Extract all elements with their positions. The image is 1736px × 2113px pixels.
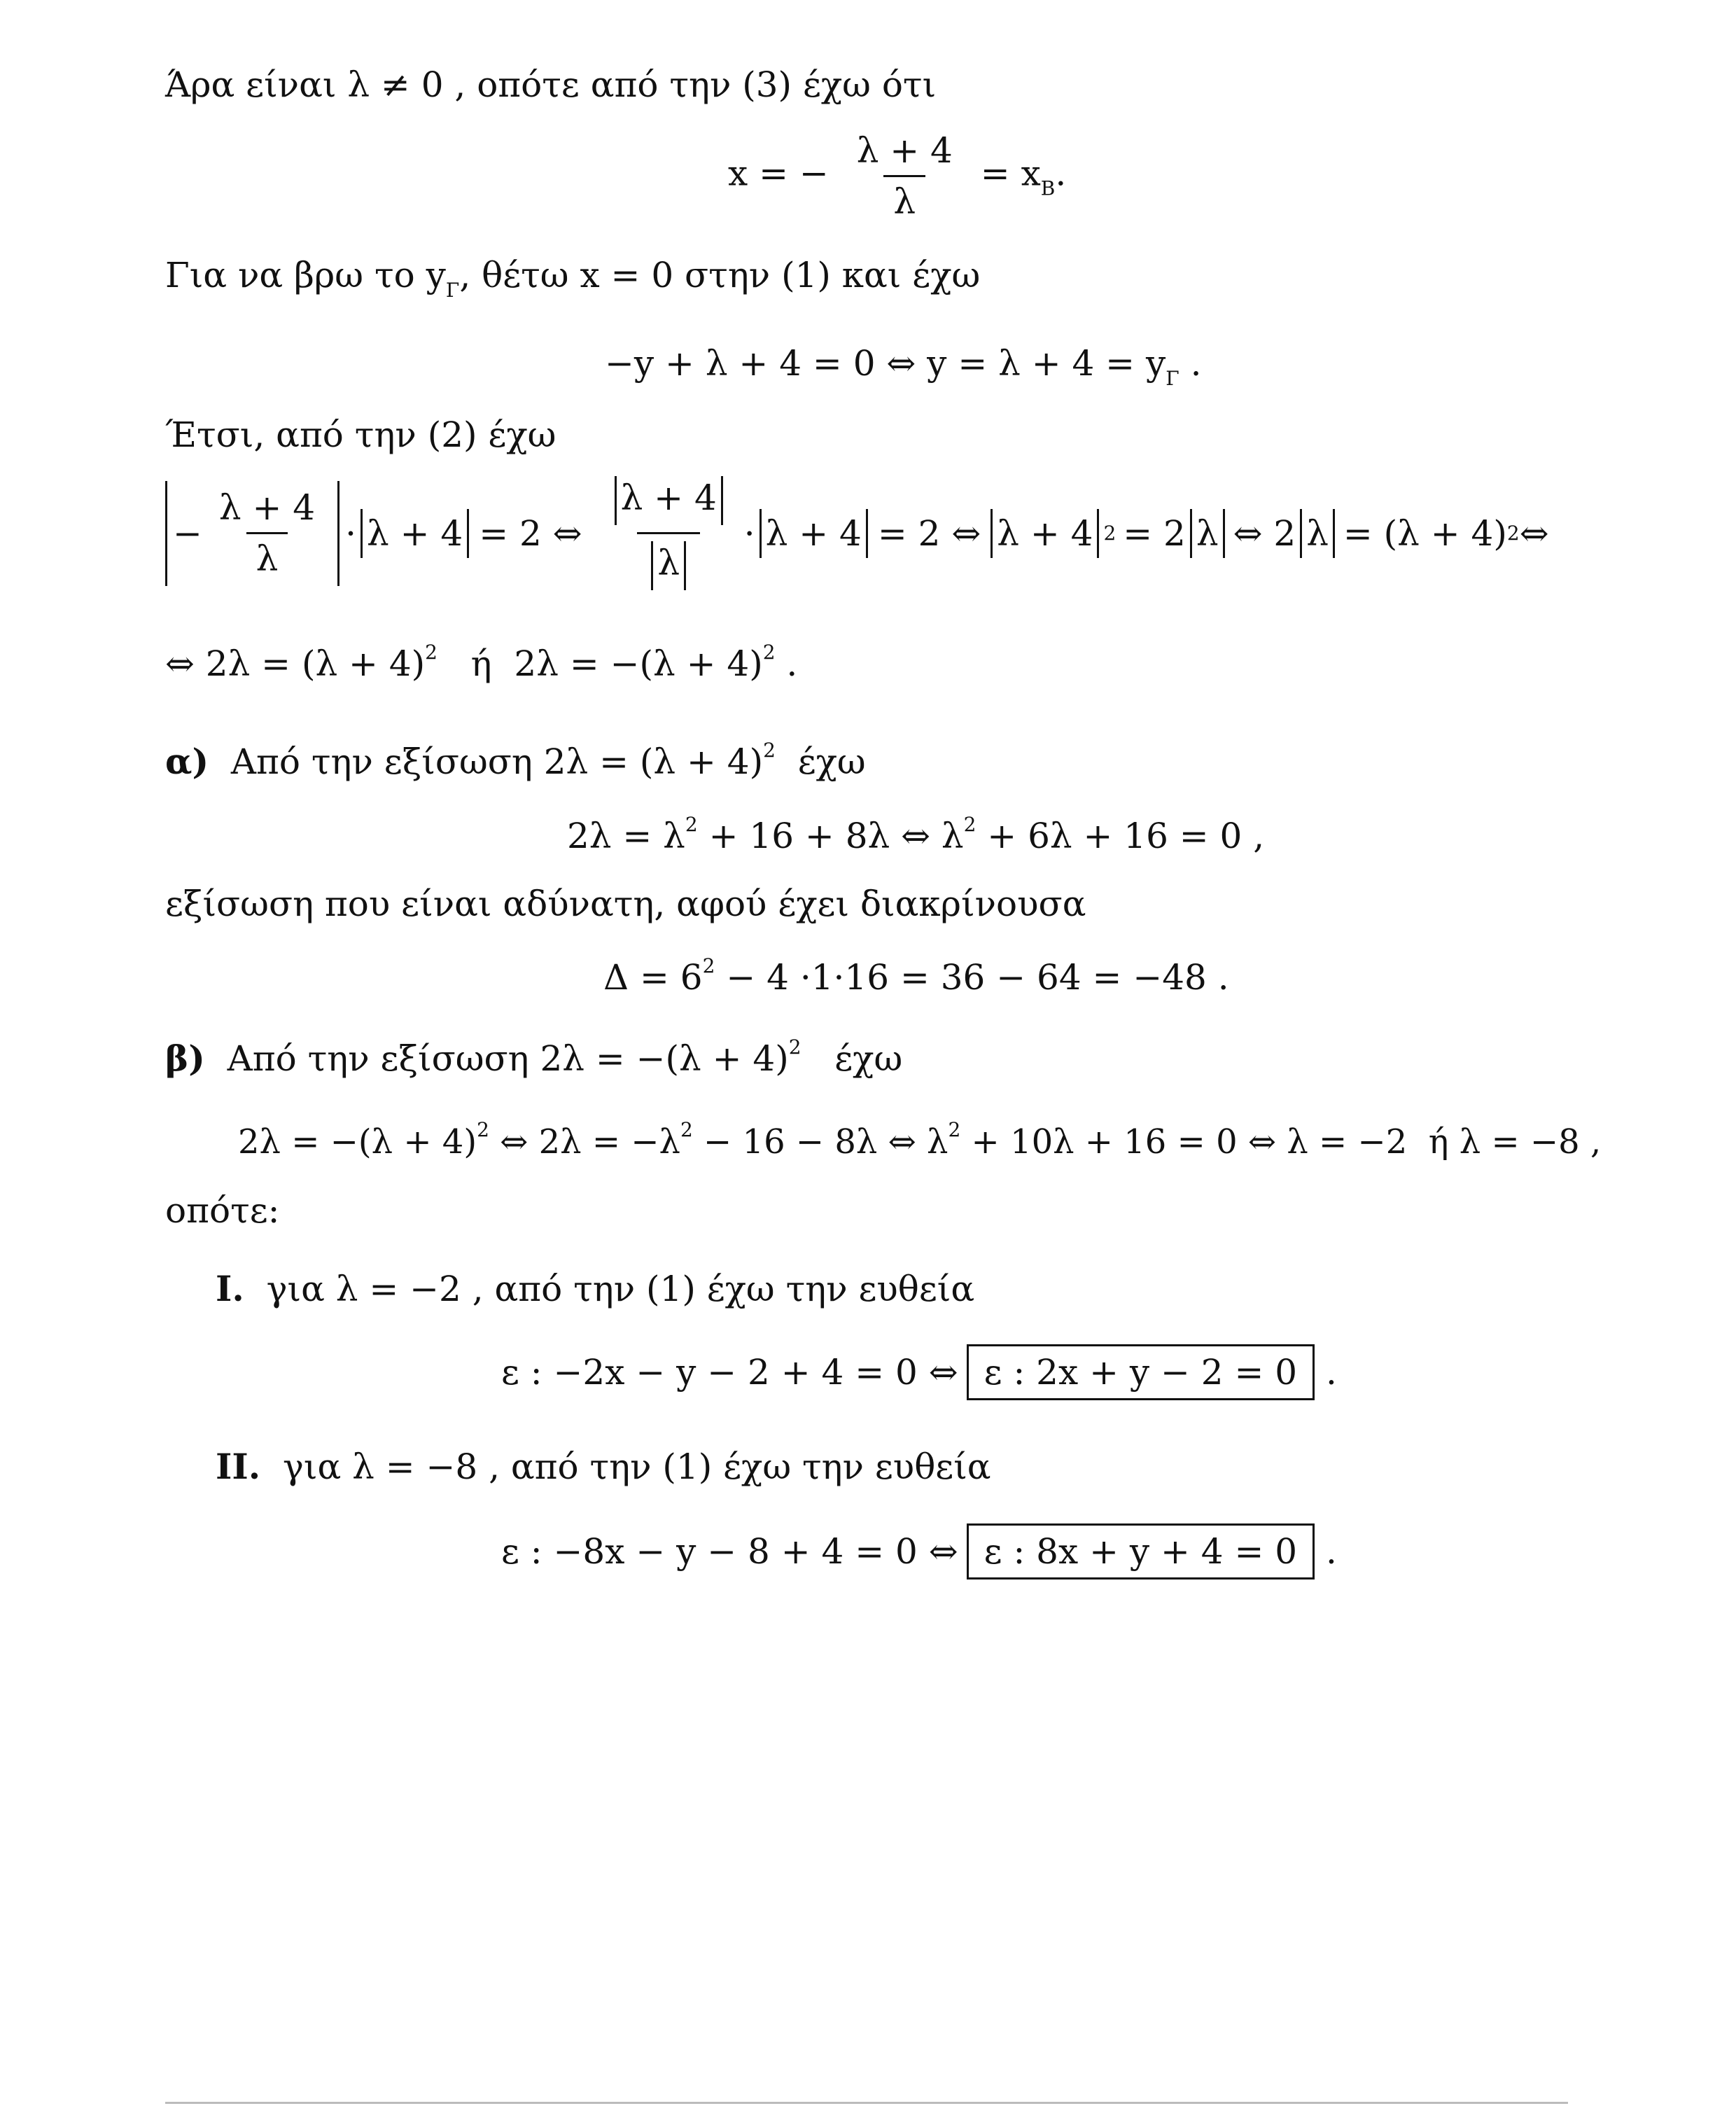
eq9-a: ε : −8x − y − 8 + 4 = 0 ⇔ [501, 1531, 958, 1572]
eq2-end: . [1179, 343, 1202, 384]
eq3-minus: − [173, 512, 202, 554]
eq3-abs-4: λ [1196, 512, 1219, 554]
eq3-end: ⇔ [1519, 512, 1549, 554]
eq5-b: + 16 + 8λ ⇔ λ [697, 816, 964, 856]
eq7-sup-3: 2 [948, 1118, 961, 1141]
case-one-text: για λ = −2 , από την (1) έχω την ευθεία [244, 1269, 975, 1309]
eq4-sup-1: 2 [425, 641, 438, 664]
part-alpha-text2: έχω [775, 741, 866, 782]
eq4-b: ή 2λ = −(λ + 4) [438, 643, 763, 684]
eq3-num-1: λ + 4 [218, 487, 316, 528]
eq1-fraction [847, 130, 962, 222]
abs-bar [467, 509, 469, 558]
equation-5 [567, 813, 1265, 856]
case-two-heading [216, 1446, 991, 1487]
eq7-c: − 16 − 8λ ⇔ λ [692, 1122, 948, 1162]
part-beta-sup: 2 [788, 1035, 802, 1059]
text-line-1: Άρα είναι λ ≠ 0 , οπότε από την (3) έχω ότι [165, 64, 937, 105]
eq6-sup: 2 [702, 954, 715, 977]
eq3-eq-4: ⇔ 2 [1233, 512, 1296, 554]
abs-bar [1333, 509, 1335, 558]
part-beta-text: Από την εξίσωση 2λ = −(λ + 4) [204, 1038, 789, 1079]
eq2-sub: Γ [1166, 367, 1180, 390]
eq7-a: 2λ = −(λ + 4) [238, 1122, 477, 1162]
abs-bar [1190, 509, 1192, 558]
eq7-sup-1: 2 [477, 1118, 489, 1141]
abs-bar [615, 476, 617, 525]
eq3-dot-2: · [743, 512, 755, 554]
line2-a: Για να βρω το y [165, 255, 446, 295]
eq1-rhs-sub: B [1040, 176, 1056, 200]
text-line-5: εξίσωση που είναι αδύνατη, αφού έχει διακρίνουσα [165, 884, 1086, 924]
eq4-c: . [775, 643, 798, 684]
part-beta-text2: έχω [801, 1038, 903, 1079]
eq4-a: ⇔ 2λ = (λ + 4) [165, 643, 426, 684]
text-line-7: οπότε: [165, 1190, 280, 1231]
eq5-sup-2: 2 [963, 813, 976, 836]
eq3-abs-1: λ + 4 [367, 512, 463, 554]
part-beta-heading [165, 1035, 903, 1079]
eq5-c: + 6λ + 16 = 0 , [976, 816, 1265, 856]
eq3-eq-2: = 2 ⇔ [877, 512, 981, 554]
abs-bar [165, 481, 167, 586]
abs-bar [651, 541, 653, 590]
part-alpha-label: α) [165, 741, 209, 782]
eq1-denominator: λ [883, 175, 925, 219]
eq3-dot-1: · [345, 512, 356, 554]
eq7-sup-2: 2 [680, 1118, 693, 1141]
part-alpha-sup: 2 [763, 739, 776, 762]
line2-b: , θέτω x = 0 στην (1) και έχω [459, 255, 981, 295]
eq3-eq-1: = 2 ⇔ [479, 512, 582, 554]
equation-6 [603, 954, 1229, 998]
eq3-num-2-text: λ + 4 [620, 477, 717, 518]
abs-bar [866, 509, 868, 558]
eq3-sup-2: 2 [1506, 521, 1520, 545]
equation-9 [501, 1523, 1337, 1579]
eq6-a: Δ = 6 [603, 957, 703, 998]
abs-bar [684, 541, 686, 590]
abs-bar [360, 509, 363, 558]
eq3-num-2 [601, 476, 737, 532]
eq3-sup-1: 2 [1103, 521, 1116, 545]
abs-bar [990, 509, 993, 558]
boxed-result-1: ε : 2x + y − 2 = 0 [967, 1344, 1315, 1400]
eq6-b: − 4 ·1·16 = 36 − 64 = −48 . [715, 957, 1229, 998]
eq3-abs-5: λ [1306, 512, 1329, 554]
equation-8 [501, 1344, 1337, 1400]
abs-bar [760, 509, 762, 558]
part-beta-label: β) [165, 1038, 205, 1079]
eq1-lhs: x = − [728, 153, 829, 194]
eq7-d: + 10λ + 16 = 0 ⇔ λ = −2 ή λ = −8 , [960, 1122, 1602, 1162]
case-two-text: για λ = −8 , από την (1) έχω την ευθεία [260, 1446, 991, 1487]
abs-bar [1300, 509, 1302, 558]
footer-divider [165, 2102, 1568, 2104]
abs-bar [337, 481, 340, 586]
eq3-abs-3: λ + 4 [997, 512, 1093, 554]
eq3-eq-3: = 2 [1123, 512, 1186, 554]
eq1-numerator: λ + 4 [856, 130, 953, 171]
abs-bar [1223, 509, 1225, 558]
text-line-3: Έτσι, από την (2) έχω [165, 414, 556, 455]
eq5-a: 2λ = λ [567, 816, 685, 856]
eq1-rhs: = x [980, 153, 1041, 194]
case-one-heading [216, 1268, 975, 1309]
eq3-abs-2: λ + 4 [765, 512, 862, 554]
eq4-sup-2: 2 [762, 641, 776, 664]
case-one-label: I. [216, 1268, 244, 1309]
eq1-end: . [1055, 153, 1067, 194]
text-line-2 [165, 255, 981, 302]
line2-sub: Γ [445, 279, 460, 302]
equation-3 [165, 476, 1549, 590]
eq8-end: . [1315, 1352, 1337, 1393]
equation-7 [238, 1118, 1602, 1162]
equation-2 [605, 343, 1202, 390]
eq5-sup-1: 2 [685, 813, 698, 836]
equation-4 [165, 641, 798, 684]
abs-bar [721, 476, 723, 525]
part-alpha-text: Από την εξίσωση 2λ = (λ + 4) [209, 741, 764, 782]
eq8-a: ε : −2x − y − 2 + 4 = 0 ⇔ [501, 1352, 958, 1393]
eq3-den-2 [637, 532, 700, 590]
eq3-eq-5: = (λ + 4) [1343, 512, 1507, 554]
eq2-main: −y + λ + 4 = 0 ⇔ y = λ + 4 = y [605, 343, 1166, 384]
boxed-result-2: ε : 8x + y + 4 = 0 [967, 1523, 1315, 1579]
equation-1 [728, 130, 1067, 222]
case-two-label: II. [216, 1446, 261, 1487]
eq7-b: ⇔ 2λ = −λ [489, 1122, 680, 1162]
eq3-fraction-1 [209, 487, 325, 579]
eq3-fraction-2 [601, 476, 737, 590]
eq9-end: . [1315, 1531, 1337, 1572]
abs-bar [1097, 509, 1099, 558]
part-alpha-heading [165, 739, 866, 782]
eq3-den-1: λ [246, 532, 288, 576]
eq3-den-2-text: λ [657, 543, 680, 583]
